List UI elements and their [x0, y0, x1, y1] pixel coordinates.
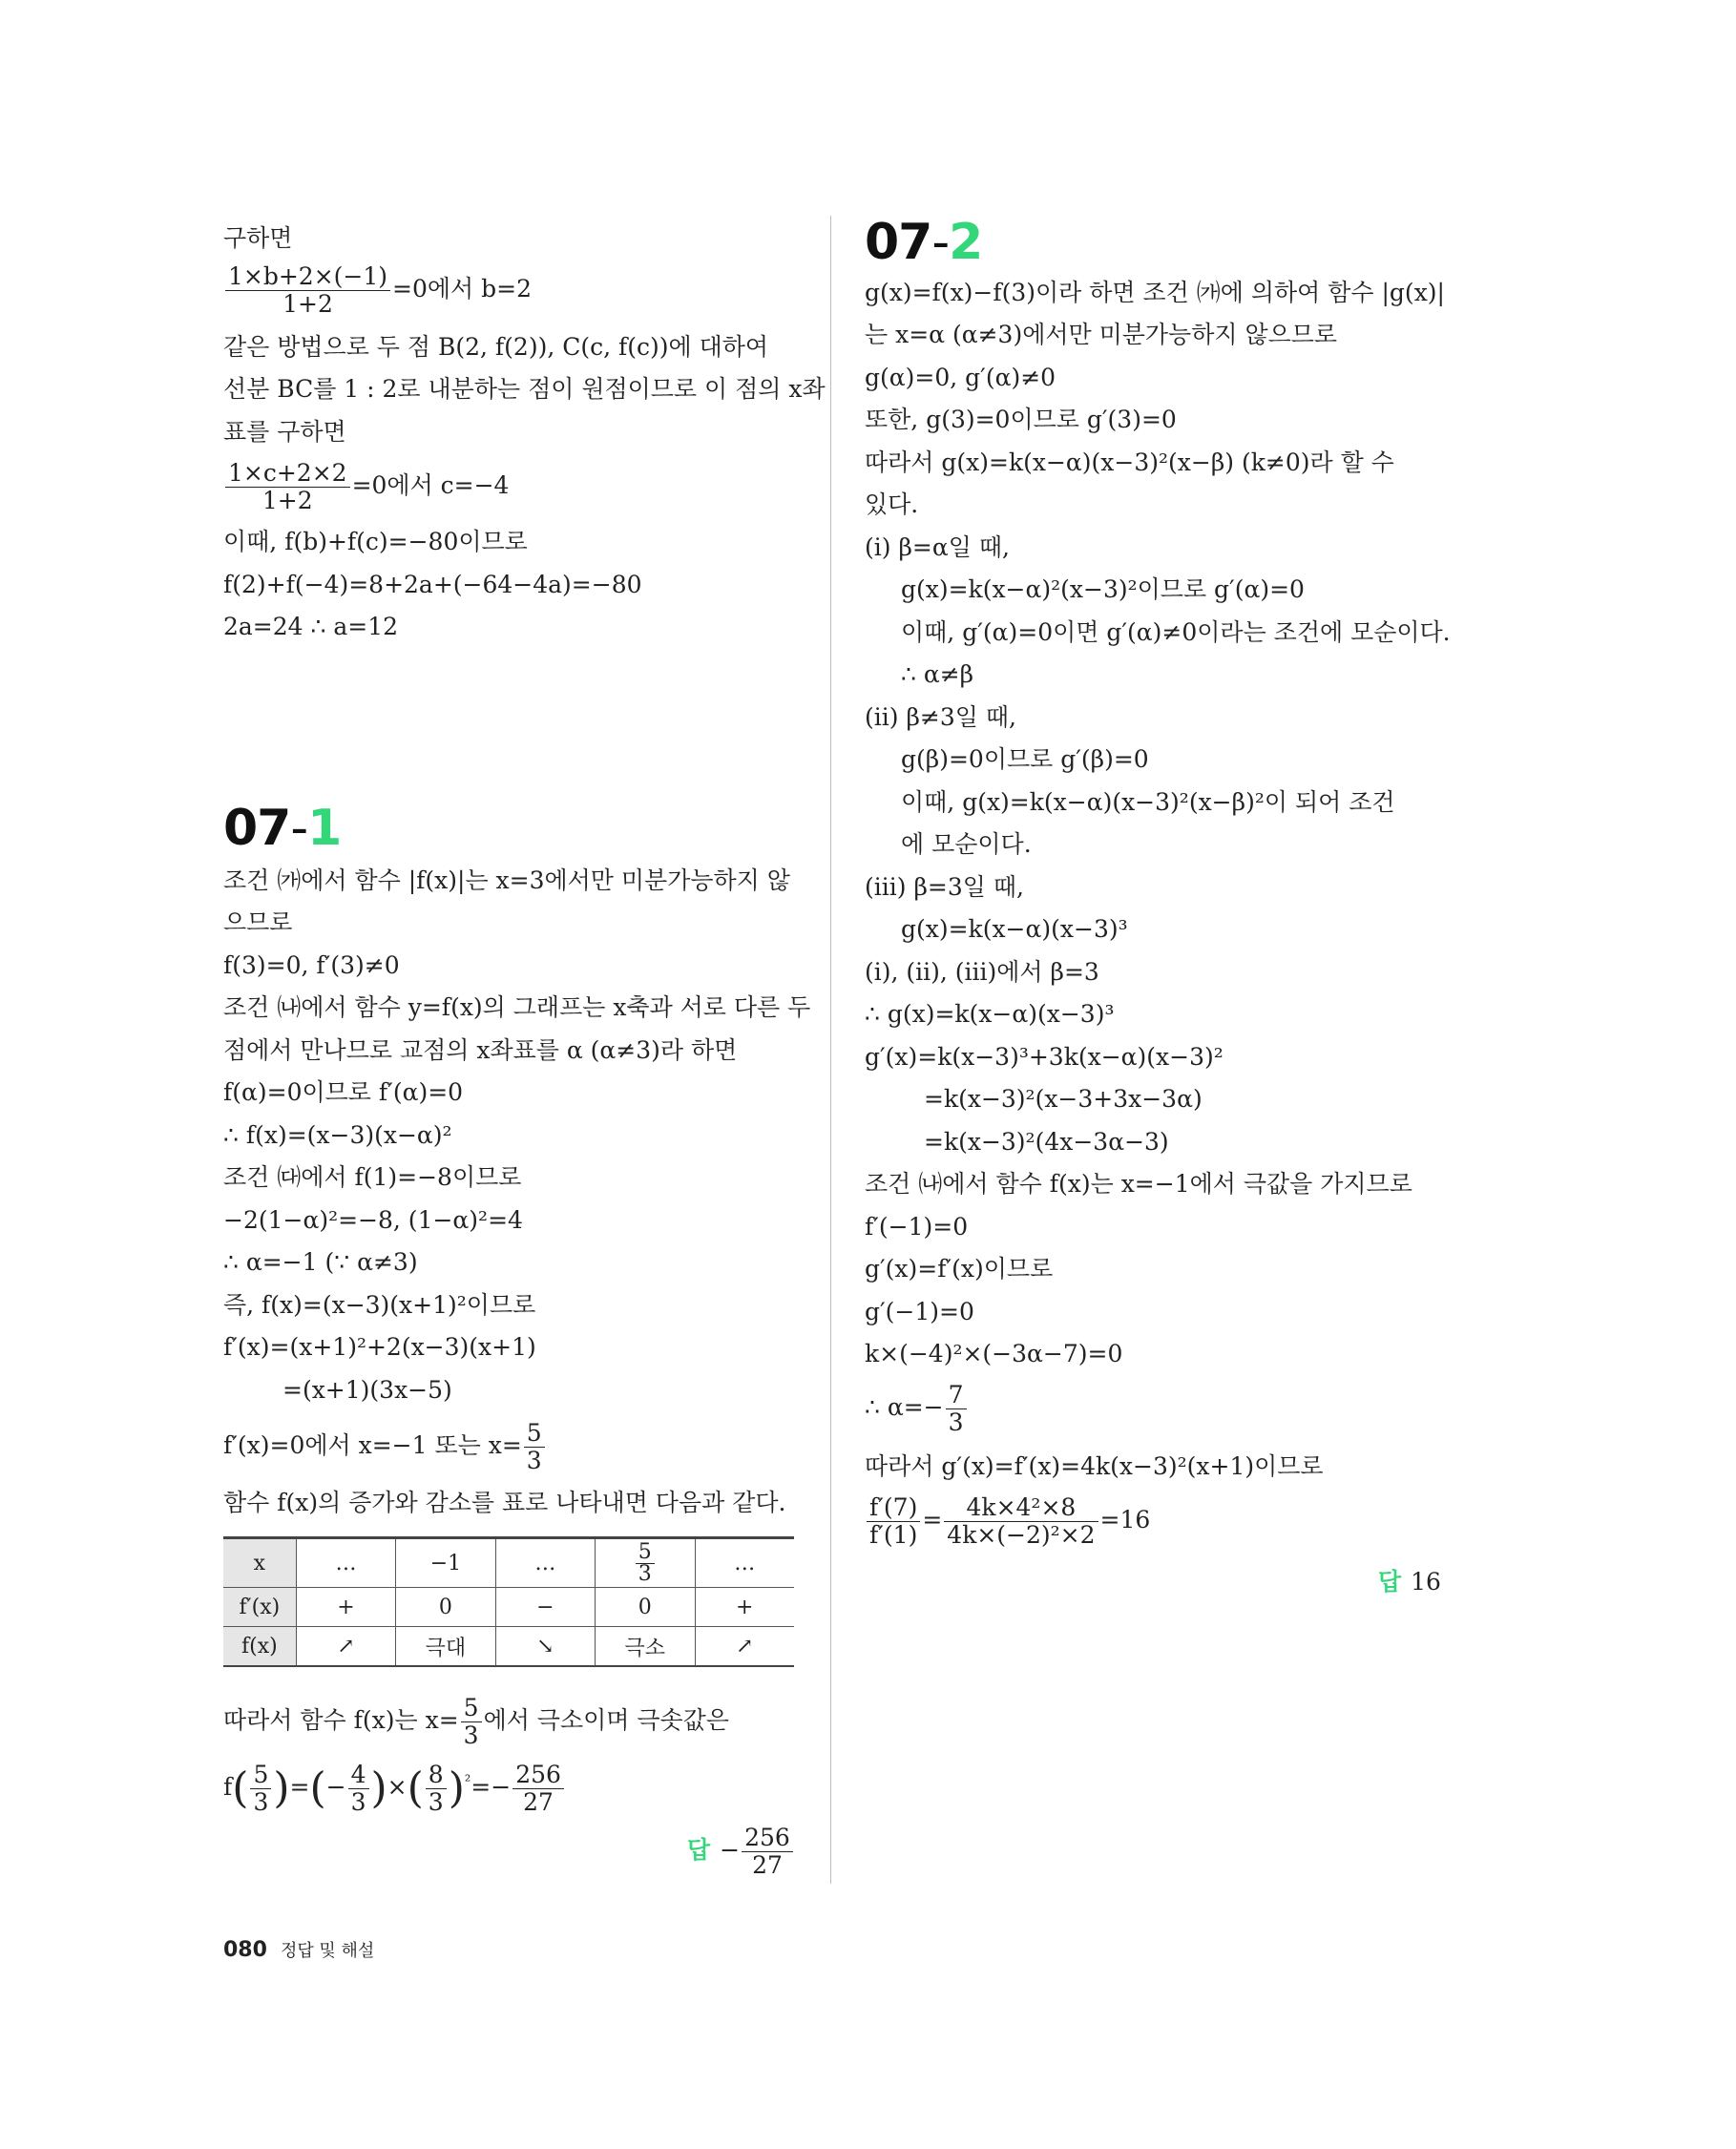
text-line: g(x)=k(x−α)²(x−3)²이므로 g′(α)=0 — [901, 575, 1305, 603]
fraction: $\frac{256}{27}$ — [742, 1825, 793, 1879]
text-line: f(α)=0이므로 f′(α)=0 — [223, 1078, 464, 1106]
table-cell-fraction — [596, 1538, 695, 1588]
text-line: (ⅱ) β≠3일 때, — [865, 703, 1016, 731]
text-line: g′(−1)=0 — [865, 1298, 974, 1325]
table-row: f(x) ↗ 극대 ↘ 극소 ↗ — [223, 1627, 794, 1667]
table-row: f′(x) + 0 − 0 + — [223, 1588, 794, 1627]
math-line: f( $\frac{5}{3}$ )=(− $\frac{4}{3}$ )×( $\frac{8}{3}$ )$^{^2}$=− $\frac{256}{27}$ — [223, 1762, 566, 1816]
fraction: $\frac{256}{27}$ — [512, 1762, 564, 1816]
text-line: =(x+1)(3x−5) — [282, 1376, 452, 1404]
text-line: 같은 방법으로 두 점 B(2, f(2)), C(c, f(c))에 대하여 — [223, 333, 769, 361]
fraction: $\frac{f'(7)}{f'(1)}$ — [867, 1494, 920, 1549]
text-line: =k(x−3)²(4x−3α−3) — [924, 1128, 1169, 1156]
section-heading-07-1: 07-1 — [223, 800, 342, 857]
math-line: $\frac{f'(7)}{f'(1)}$ = $\frac{\text{4k×4²×8}}{\text{4k×(−2)²×2}}$ =16 — [865, 1494, 1150, 1549]
text-line: g(α)=0, g′(α)≠0 — [865, 364, 1056, 391]
text-line: 표를 구하면 — [223, 418, 346, 446]
page-footer — [223, 1937, 374, 1962]
math-line: 따라서 함수 f(x)는 x= $\frac{5}{3}$ 에서 극소이며 극솟값은 — [223, 1694, 729, 1749]
fraction: $\frac{7}{3}$ — [946, 1382, 967, 1436]
text-line: g(β)=0이므로 g′(β)=0 — [901, 745, 1149, 773]
text-line: 이때, g(x)=k(x−α)(x−3)²(x−β)²이 되어 조건 — [901, 788, 1395, 816]
text-line: 이때, f(b)+f(c)=−80이므로 — [223, 528, 528, 555]
text-line: 또한, g(3)=0이므로 g′(3)=0 — [865, 406, 1177, 433]
text-line: (ⅰ), (ⅱ), (ⅲ)에서 β=3 — [865, 958, 1099, 986]
text-line: g′(x)=f′(x)이므로 — [865, 1255, 1054, 1283]
text-line: g′(x)=k(x−3)³+3k(x−α)(x−3)² — [865, 1043, 1224, 1071]
text-line: ∴ f(x)=(x−3)(x−α)² — [223, 1121, 452, 1149]
text-line: 는 x=α (α≠3)에서만 미분가능하지 않으므로 — [865, 321, 1338, 348]
fraction: $\frac{8}{3}$ — [426, 1762, 447, 1816]
text-line: ∴ α≠β — [901, 660, 974, 688]
math-line: ∴ α=− $\frac{7}{3}$ — [865, 1382, 969, 1436]
fraction: $\frac{5}{3}$ — [250, 1762, 271, 1816]
fraction: $\frac{1\times c+2\times 2}{1+2}$ — [225, 460, 350, 514]
text-line: g(x)=f(x)−f(3)이라 하면 조건 ㈎에 의하여 함수 |g(x)| — [865, 279, 1445, 306]
sign-table — [223, 1536, 794, 1667]
text-line: 따라서 g′(x)=f′(x)=4k(x−3)²(x+1)이므로 — [865, 1452, 1324, 1480]
text-line: ∴ α=−1 (∵ α≠3) — [223, 1248, 418, 1276]
math-line: $\frac{1\times c+2\times 2}{1+2}$ =0에서 c=−4 — [223, 460, 509, 514]
text-line: 있다. — [865, 490, 919, 518]
text-line: 따라서 g(x)=k(x−α)(x−3)²(x−β) (k≠0)라 할 수 — [865, 449, 1394, 476]
math-line: f′(x)=0에서 x=−1 또는 x= $\frac{5}{3}$ — [223, 1420, 547, 1474]
text-line: (ⅰ) β=α일 때, — [865, 533, 1010, 561]
answer-07-1: 답 − $\frac{256}{27}$ — [687, 1825, 795, 1879]
text-line: 조건 ㈏에서 함수 y=f(x)의 그래프는 x축과 서로 다른 두 — [223, 993, 811, 1021]
text-line: f′(x)=(x+1)²+2(x−3)(x+1) — [223, 1333, 536, 1361]
text-line: =k(x−3)²(x−3+3x−3α) — [924, 1085, 1203, 1113]
page-number: 080 — [223, 1938, 267, 1962]
fraction: $\frac{\text{4k×4²×8}}{\text{4k×(−2)²×2}}$ — [944, 1494, 1098, 1549]
text-line: f(2)+f(−4)=8+2a+(−64−4a)=−80 — [223, 571, 642, 598]
text-line: 에 모순이다. — [901, 830, 1032, 858]
answer-tag: 답 — [1378, 1568, 1402, 1596]
text-line: 구하면 — [223, 224, 293, 252]
text-line: 으므로 — [223, 908, 293, 936]
column-divider — [830, 216, 831, 1884]
fraction: $\frac{5}{3}$ — [461, 1695, 482, 1749]
text-line: f′(−1)=0 — [865, 1213, 969, 1241]
fraction: $\frac{4}{3}$ — [348, 1762, 369, 1816]
text-line: f(3)=0, f′(3)≠0 — [223, 951, 400, 979]
section-heading-07-2: 07-2 — [865, 214, 983, 271]
fraction: $\frac{5}{3}$ — [524, 1420, 545, 1474]
fraction: $\frac{1\times b+2\times(-1)}{1+2}$ — [225, 263, 390, 318]
math-line: $\frac{1\times b+2\times(-1)}{1+2}$ =0에서 b=2 — [223, 263, 532, 318]
answer-07-2: 답 16 — [1378, 1568, 1441, 1596]
text-line: 조건 ㈎에서 함수 |f(x)|는 x=3에서만 미분가능하지 않 — [223, 866, 790, 894]
text-line: 이때, g′(α)=0이면 g′(α)≠0이라는 조건에 모순이다. — [901, 618, 1451, 646]
fraction: $\frac{5}{3}$ — [636, 1542, 655, 1585]
footer-title: 정답 및 해설 — [280, 1941, 375, 1961]
text-line: 점에서 만나므로 교점의 x좌표를 α (α≠3)라 하면 — [223, 1036, 738, 1064]
text-line: (ⅲ) β=3일 때, — [865, 873, 1024, 901]
text-line: g(x)=k(x−α)(x−3)³ — [901, 915, 1128, 943]
text-line: −2(1−α)²=−8, (1−α)²=4 — [223, 1206, 523, 1234]
text-line: 함수 f(x)의 증가와 감소를 표로 나타내면 다음과 같다. — [223, 1489, 786, 1516]
text-line: 2a=24 ∴ a=12 — [223, 613, 399, 640]
text-line: 즉, f(x)=(x−3)(x+1)²이므로 — [223, 1291, 536, 1319]
text-line: 조건 ㈏에서 함수 f(x)는 x=−1에서 극값을 가지므로 — [865, 1170, 1412, 1198]
text-line: 조건 ㈐에서 f(1)=−8이므로 — [223, 1163, 522, 1191]
answer-tag: 답 — [687, 1836, 711, 1864]
text-line: 선분 BC를 1 : 2로 내분하는 점이 원점이므로 이 점의 x좌 — [223, 375, 826, 403]
text-line: ∴ g(x)=k(x−α)(x−3)³ — [865, 1000, 1115, 1028]
table-row: x … −1 … $\frac{5}{3}$ … — [223, 1538, 794, 1588]
text-line: k×(−4)²×(−3α−7)=0 — [865, 1340, 1123, 1367]
